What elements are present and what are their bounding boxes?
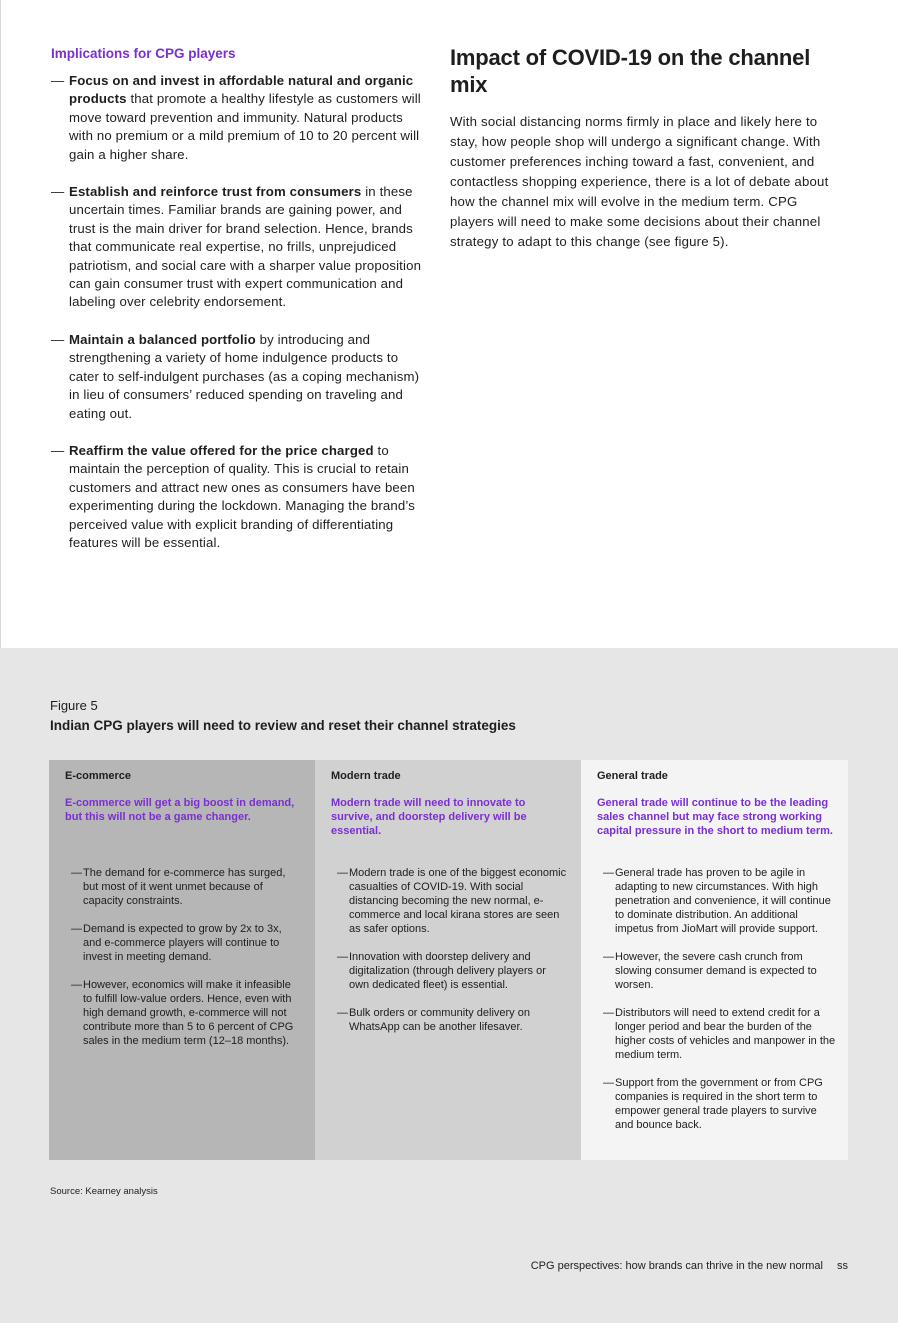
list-item (65, 866, 303, 908)
impact-title: Impact of COVID-19 on the channel mix (450, 45, 811, 97)
bullet-text: that promote a healthy lifestyle as customers will move toward prevention and immunity. Natural products with no premium or a mild premium of 10 to 20 percent will gain a higher share. (69, 91, 421, 162)
dash-marker: — (603, 867, 614, 879)
figure-label: Figure 5 (50, 698, 98, 713)
column-heading: General trade (597, 770, 668, 782)
item-text: The demand for e-commerce has surged, but most of it went unmet because of capacity constraints. (83, 867, 286, 907)
item-text: However, economics will make it infeasible to fulfill low-value orders. Hence, even with high demand growth, e-commerce will not contribute more than 5 to 6 percent of CPG sales in the medium term (12–18 months). (83, 979, 294, 1047)
list-item (597, 1006, 836, 1062)
bullet-bold-text: Focus on and invest in affordable natural and organic products (69, 73, 414, 107)
page-number: ss (837, 1260, 848, 1272)
impact-column (450, 44, 830, 252)
dash-marker: — (51, 184, 65, 200)
list-item (331, 866, 569, 936)
item-text: General trade has proven to be agile in adapting to new circumstances. With high penetration and convenience, it will continue to dominate distribution. An additional impetus from JioMart will provide support. (615, 867, 831, 935)
figure-section (0, 648, 898, 1323)
list-item (65, 978, 303, 1048)
list-item (65, 922, 303, 964)
bullet-text: in these uncertain times. Familiar brands are gaining power, and trust is the main driver for brand selection. Hence, brands that communicate real expertise, no frills, unprejudiced patriotism, and social care with a sharper value proposition can gain consumer trust with expert communication and labeling over celebrity endorsement. (69, 184, 422, 310)
item-text: Support from the government or from CPG companies is required in the short term to empower general trade players to survive and bounce back. (615, 1077, 823, 1131)
column-heading: Modern trade (331, 770, 401, 782)
item-text: Distributors will need to extend credit for a longer period and bear the burden of the higher costs of vehicles and manpower in the medium term. (615, 1007, 836, 1061)
implications-column (51, 46, 429, 571)
dash-marker: — (603, 1007, 614, 1019)
item-text: Demand is expected to grow by 2x to 3x, and e-commerce players will continue to invest in meeting demand. (83, 923, 282, 963)
bullet-bold-text: Reaffirm the value offered for the price charged (69, 442, 374, 458)
dash-marker: — (337, 951, 348, 963)
item-text: Bulk orders or community delivery on WhatsApp can be another lifesaver. (349, 1007, 530, 1033)
implication-bullet (51, 442, 429, 552)
bullet-bold-text: Establish and reinforce trust from consumers (69, 184, 362, 200)
channel-strategy-table (49, 760, 848, 1160)
implication-bullet (51, 183, 429, 312)
dash-marker: — (51, 442, 65, 458)
column-heading: E-commerce (65, 770, 132, 782)
implication-bullet (51, 72, 429, 164)
item-text: However, the severe cash crunch from slowing consumer demand is expected to worsen. (615, 951, 817, 991)
implication-bullet (51, 331, 429, 423)
bullet-text: to maintain the perception of quality. This is crucial to retain customers and attract new ones as consumers have been experimenting during the lockdown. Managing the brand’s perceived value with explicit branding of differentiating features will be essential. (69, 442, 415, 550)
top-section (0, 0, 898, 648)
dash-marker: — (337, 1007, 348, 1019)
item-text: Modern trade is one of the biggest economic casualties of COVID-19. With social distancing becoming the new normal, e-commerce and local kirana stores are seen as safer options. (349, 867, 567, 935)
implications-heading: Implications for CPG players (51, 46, 236, 61)
dash-marker: — (603, 951, 614, 963)
list-item (331, 1006, 569, 1034)
dash-marker: — (51, 331, 65, 347)
impact-body: With social distancing norms firmly in place and likely here to stay, how people shop will undergo a significant change. With customer preferences inching toward a fast, convenient, and contactless shopping experience, there is a lot of debate about how the channel mix will evolve in the medium term. CPG players will need to make some decisions about their channel strategy to adapt to this change (see figure 5). (450, 114, 829, 249)
page-footer (531, 1260, 848, 1272)
list-item (597, 950, 836, 992)
list-item (331, 950, 569, 992)
dash-marker: — (71, 923, 82, 935)
footer-text: CPG perspectives: how brands can thrive in the new normal (530, 1260, 823, 1272)
item-text: Innovation with doorstep delivery and digitalization (through delivery players or own dedicated fleet) is essential. (349, 951, 546, 991)
bullet-text: by introducing and strengthening a variety of home indulgence products to cater to self-indulgent purchases (as a coping mechanism) in lieu of consumers’ reduced spending on traveling and eating out. (69, 331, 420, 421)
bullet-bold-text: Maintain a balanced portfolio (69, 331, 256, 347)
modern-trade-column (315, 760, 581, 1160)
list-item (597, 1076, 836, 1132)
column-lead: Modern trade will need to innovate to survive, and doorstep delivery will be essential. (331, 797, 527, 837)
dash-marker: — (337, 867, 348, 879)
dash-marker: — (603, 1077, 614, 1089)
column-lead: General trade will continue to be the leading sales channel but may face strong working capital pressure in the short to medium term. (597, 797, 833, 837)
dash-marker: — (51, 73, 65, 88)
figure-title: Indian CPG players will need to review and reset their channel strategies (50, 718, 516, 733)
list-item (597, 866, 836, 936)
source-note: Source: Kearney analysis (50, 1186, 158, 1197)
dash-marker: — (71, 867, 82, 879)
ecommerce-column (49, 760, 315, 1160)
column-lead: E-commerce will get a big boost in demand, but this will not be a game changer. (65, 797, 295, 823)
dash-marker: — (71, 979, 82, 991)
general-trade-column (581, 760, 848, 1160)
